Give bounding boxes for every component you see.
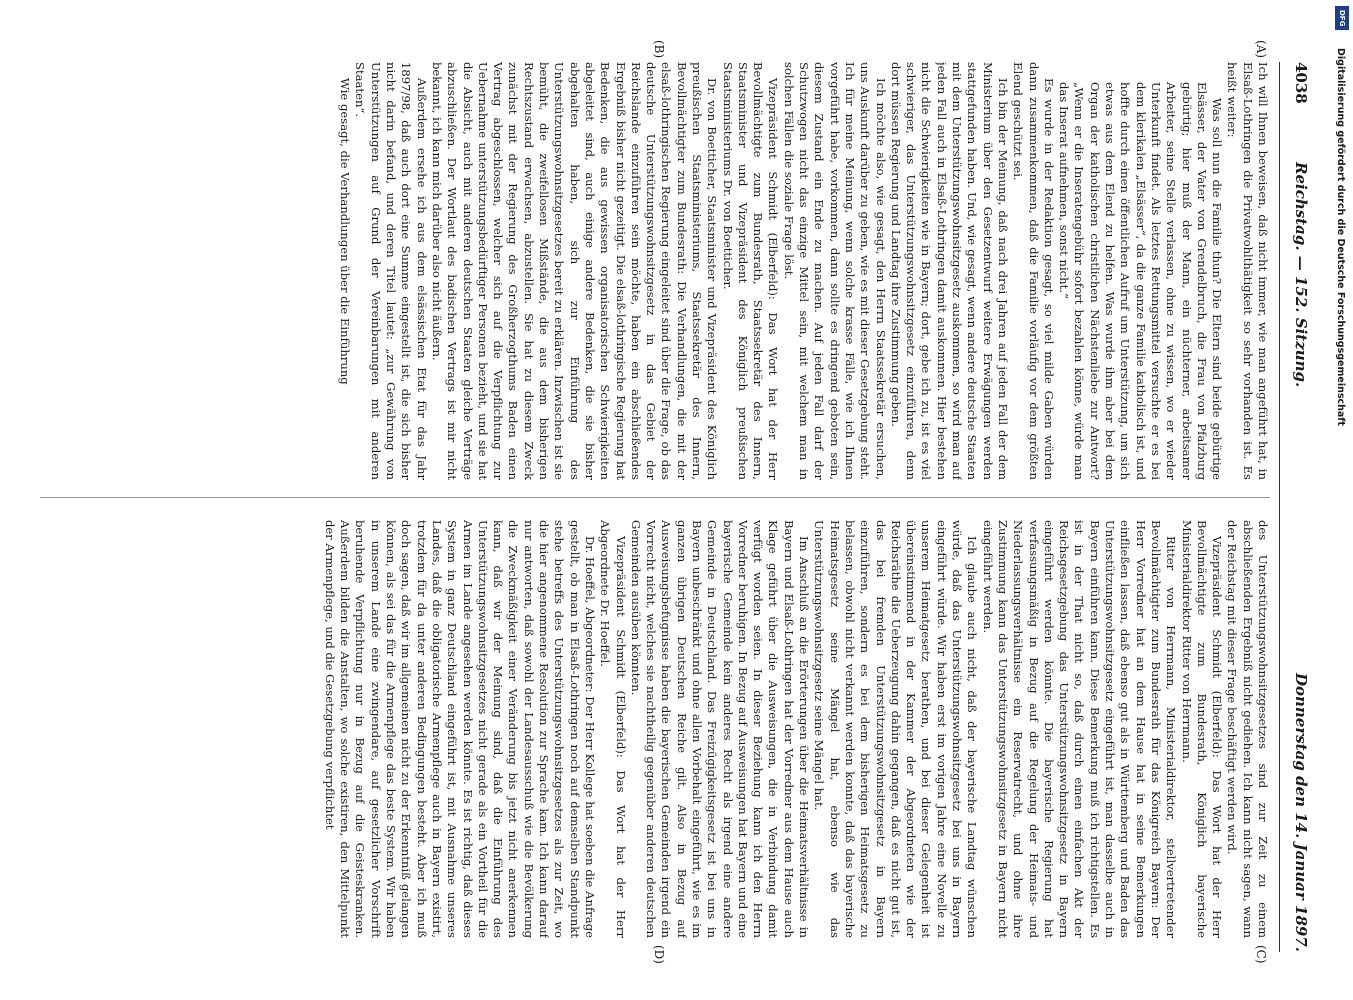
- header-rule: [1279, 62, 1280, 952]
- paragraph: Ich glaube auch nicht, daß der bayerische Landtag wünschen würde, daß das Unterstützungswohnsitzgesetz bei uns in Bayern eingeführt würde. Wir haben erst im vorigen Jahre eine Novelle zu unserem Heimatgesetz berathen, und bei dieser Gelegenheit ist übereinstimmend in der Kammer der Abgeordneten wie der Reichsräthe die Ueberzeugung dahin gegangen, daß es nicht gut ist, das bei fremden Unterstützungswohnsitzgesetz in Bayern einzuführen, sondern es bei dem bisherigen Heimatsgesetz zu belassen, obwohl nicht verkannt werden konnte, daß das bayerische Heimatsgesetz seine Mängel hat, ebenso wie das Unterstützungswohnsitzgesetz seine Mängel hat.: [812, 520, 980, 938]
- marker-a: (A): [1254, 40, 1268, 59]
- marker-c: (C): [1254, 945, 1268, 964]
- credit-text: Digitalisierung gefördert durch die Deutsche Forschungsgemeinschaft: [1335, 48, 1346, 426]
- paragraph: Ich möchte also, wie gesagt, den Herrn Staatssekretär ersuchen, uns Auskunft darüber zu geben, wie es mit dieser Gesetzgebung steht. Ich für meine Meinung, wenn solche krasse Fälle, wie ich Ihnen vorgeführt habe, vorkommen, dann sollte es dringend geboten sein, diesem Zustand ein Ende zu machen. Auf jeden Fall darf der Schutzwogen nicht das einzige Mittel sein, mit welchem man in solchen Fällen die soziale Frage löst.: [781, 62, 888, 480]
- paragraph: Vizepräsident Schmidt (Elberfeld): Das Wort hat der Herr Bevollmächtigte zum Bundesrath, Königlich bayerische Ministerialdirektor Ritter von Herrmann.: [1179, 520, 1225, 938]
- paragraph: Ich will Ihnen beweisen, daß nicht immer, wie man angeführt hat, in Elsaß-Lothringen die Privatwohlthätigkeit so sehr vorhanden ist. Es heißt weiter:: [1225, 62, 1270, 480]
- session-title: Reichstag. — 152. Sitzung.: [1292, 162, 1310, 388]
- paragraph: Was soll nun die Familie thun? Die Eltern sind beide gebürtige Elsässer, der Vater von Grendelbruch, die Frau von Pfalzburg gebürtig; hier muß der Mann, ein nüchterner, arbeitsamer Arbeiter, seine Stelle verlassen, ohne zu wissen, wo er wieder Unterkunft findet. Als letztes Rettungsmittel versuchte er es bei dem klerikalen „Elsässer“, da die ganze Familie katholisch ist, und hoffte durch einen öffentlichen Aufruf um Unterstützung, um sich etwas aus dem Elend zu helfen. Was wurde ihm aber bei dem Organ der katholischen christlichen Nächstenliebe zur Antwort? „Wenn er die Inseratengebühr sofort bezahlen könne, würde man das Inserat aufnehmen, sonst nicht.“: [1057, 82, 1225, 480]
- paragraph: Es wurde in der Redaktion gesagt, so viel milde Gaben würden dann zusammenkommen, daß die Familie vorläufig vor dem größten Elend geschützt sei.: [1011, 62, 1056, 480]
- paragraph: Außerdem ersehe ich aus dem elsässischen Etat für das Jahr 1897/98, daß auch dort eine Summe eingestellt ist, die sich bisher nicht darin befand, und deren Titel lautet: „zur Gewährung von Unterstützungen auf Grund der Vereinbarungen mit anderen Staaten“.: [353, 62, 429, 480]
- paragraph: Wie gesagt, die Verhandlungen über die Einführung: [338, 78, 353, 385]
- column-divider: [40, 497, 1270, 498]
- paragraph: Ich bin der Meinung, daß nach drei Jahren auf jeden Fall der dem Ministerium über den Gesetzentwurf weitere Erwägungen werden stattgefunden haben. Und, wie gesagt, wenn andere deutsche Staaten mit dem Unterstützungswohnsitzgesetz auskommen, so wird man auf jeden Fall auch in Elsaß-Lothringen damit auskommen. Hier bestehen nicht die Schwierigkeiten wie in Bayern; dort, gebe ich zu, ist es viel schwieriger, das Unterstützungswohnsitzgesetz einzuführen, denn dort müssen Regierung und Landtag ihre Zustimmung geben.: [888, 62, 1010, 480]
- paragraph: Vizepräsident Schmidt (Elberfeld): Das Wort hat der Herr Abgeordnete Dr. Hoeffel.: [598, 520, 628, 938]
- dfg-logo: DFG: [1335, 6, 1349, 30]
- paragraph: des Unterstützungswohnsitzgesetzes sind zur Zeit zu einem abschließenden Ergebniß nicht gediehen. Ich kann nicht sagen, wann der Reichstag mit dieser Frage beschäftigt werden wird.: [1225, 520, 1270, 938]
- page-number: 4038: [1292, 62, 1310, 104]
- paragraph: Vizepräsident Schmidt (Elberfeld): Das Wort hat der Herr Bevollmächtigte zum Bundesrath, Staatssekretär des Innern, Staatsminister und Vizepräsident des Königlich preußischen Staatsministeriums Dr. von Boetticher.: [720, 62, 781, 480]
- left-column: [40, 62, 1270, 480]
- paragraph: Dr. Hoeffel, Abgeordneter: Der Herr Kollege hat soeben die Anfrage gestellt, ob man in Elsaß-Lothringen noch auf demselben Standpunkt stehe betreffs des Unterstützungswohnsitzgesetzes als zur Zeit, wo die hier angenommene Resolution zur Sprache kam. Ich kann darauf nur antworten, daß sowohl der Landesausschuß wie die Bevölkerung die Zweckmäßigkeit einer Veränderung bis jetzt nicht anerkennen kann, daß wir der Meinung sind, daß die Einführung des Unterstützungswohnsitzgesetzes nicht gerade als ein Vortheil für die Armen im Lande angesehen werden könnte. Es ist richtig, daß dieses System in ganz Deutschland eingeführt ist, mit Ausnahme unseres Landes, daß die obligatorische Armenpflege auch in Bayern existirt, trotzdem für da unter anderen Bedingungen besteht. Aber ich muß doch sagen, daß wir im allgemeinen nicht zu der Erkenntniß gelangen können, als sei das für die Armenpflege das beste System. Wir haben in unserem Lande eine zwingendare, auf gesetzlicher Vorschrift beruhende Verpflichtung nur in Bezug auf die Geisteskranken. Außerdem bilden die Anstalten, wo solche existiren, den Mittelpunkt der Armenpflege, und die Gesetzgebung verpflichtet: [322, 520, 597, 938]
- paragraph: Ritter von Herrmann, Ministerialdirektor, stellvertretender Bevollmächtigter zum Bundesrath für das Königreich Bayern: Der Herr Vorredner hat an dem Hause hat in seine Bemerkungen einfließen lassen, daß ebenso gut als in Württemberg und Baden das Unterstützungswohnsitzgesetz eingeführt ist, man dasselbe auch in Bayern einführen kann. Diese Bemerkung muß ich richtigstellen. Es ist in der That nicht so, daß durch einen einfachen Akt der Reichsgesetzgebung das Unterstützungswohnsitzgesetz in Bayern eingeführt werden könnte. Die bayerische Regierung hat verfassungsmäßig in Bezug auf die Regelung der Heimats- und Niederlassungsverhältnisse ein Reservatrecht, und ohne ihre Zustimmung kann das Unterstützungswohnsitzgesetz in Bayern nicht eingeführt werden.: [980, 520, 1179, 938]
- right-column: [40, 520, 1270, 938]
- paragraph: Dr. von Boetticher, Staatsminister und Vizepräsident des Königlich preußischen Staatsministeriums, Staatssekretär des Innern, Bevollmächtigter zum Bundesrath: Die Verhandlungen, die mit der elsaß-lothringischen Regierung eingeleitet sind über die Frage, ob das deutsche Unterstützungswohnsitzgesetz in das Gebiet der Reichslande einzuführen sein möchte, haben ein abschließendes Ergebniß bisher nicht gezeitigt. Die elsaß-lothringische Regierung hat Bedenken, die aus gewissen organisatorischen Schwierigkeiten abgeleitet sind, auch einige andere Bedenken, die sie bisher abgehalten haben, sich zur Einführung des Unterstützungswohnsitzgesetzes bereit zu erklären. Inzwischen ist sie bemüht, die zweifellosen Mißstände, die aus dem bisherigen Rechtszustand erwachsen, abzustellen. Sie hat zu diesem Zweck zunächst mit der Regierung des Großherzogthums Baden einen Vertrag abgeschlossen, welcher sich auf die Verpflichtung zur Uebernahme unterstützungsbedürftiger Personen bezieht, und sie hat die Absicht, auch mit anderen deutschen Staaten gleiche Verträge abzuschließen. Der Wortlaut des badischen Vertrags ist mir nicht bekannt, ich kann mich darüber also nicht äußern.: [429, 62, 720, 480]
- marker-d: (D): [652, 945, 666, 964]
- document-page: [26, 0, 1326, 1000]
- digitization-credit: [1334, 8, 1348, 988]
- page-header: [1286, 62, 1314, 952]
- marker-b: (B): [652, 40, 666, 59]
- session-date: Donnerstag den 14. Januar 1897.: [1292, 673, 1310, 952]
- paragraph: Im Anschluß an die Erörterungen über die Heimatsverhältnisse in Bayern und Elsaß-Lothringen hat der Vorredner aus dem Hause auch Klage geführt über die Ausweisungen, die in Verbindung damit verfügt worden seien. In dieser Beziehung kann ich den Herrn Vorredner beruhigen. In Bezug auf Ausweisungen hat Bayern und eine bayerische Gemeinde kein anderes Recht als irgend eine andere Gemeinde in Deutschland. Das Freizügigkeitsgesetz ist bei uns in Bayern unbeschränkt und ohne allen Vorbehalt eingeführt, wie es im ganzen übrigen Deutschen Reiche gilt. Also in Bezug auf Ausweisungsbefugnisse haben die bayerischen Gemeinden irgend ein Vorrecht nicht, welches sie nachtheilig gegenüber anderen deutschen Gemeinden ausüben könnten.: [628, 520, 812, 938]
